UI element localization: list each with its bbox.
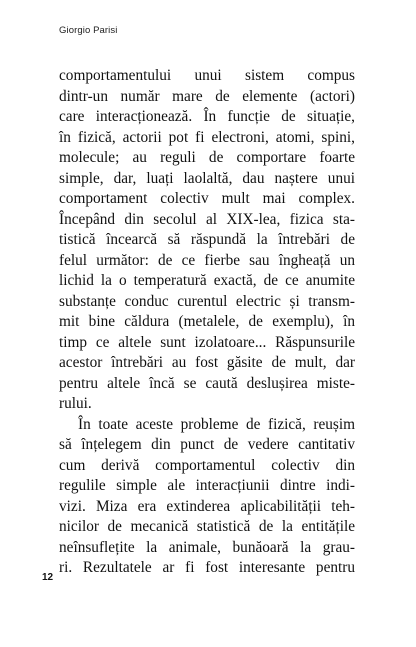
text-line: să înțelegem din punct de vedere cantitativ [59,436,355,453]
text-line: mit bine căldura (metalele, de exemplu), în [59,313,355,330]
text-line: felul următor: de ce fierbe sau îngheață un [59,251,355,269]
text-line: lichid la o temperatură exactă, de ce anumite [59,272,355,289]
paragraph-start-line: În toate aceste probleme de fizică, reușim [78,415,355,433]
text-line: comportamentului unui sistem compus [59,67,355,84]
text-line: în fizică, actorii pot fi electroni, atomi, spini, [59,128,355,146]
body-text [59,66,355,579]
running-head-author: Giorgio Parisi [59,25,118,36]
text-line: Începând din secolul al XIX-lea, fizica sta- [59,210,355,228]
text-line: comportament colectiv mult mai complex. [59,190,355,207]
text-line: acestor întrebări au fost găsite de mult, dar [59,354,355,371]
text-line: nicilor de mecanică statistică de la entitățile [59,518,355,535]
text-line: regulile simple ale interacțiunii dintre indi- [59,477,355,494]
text-line: simple, dar, luați laolaltă, dau naștere unui [59,169,355,187]
text-line: ri. Rezultatele ar fi fost interesante pentru [59,559,355,576]
text-line: molecule; au reguli de comportare foarte [59,149,355,166]
text-line: vizi. Miza era extinderea aplicabilității teh- [59,497,355,515]
text-line: timp ce altele sunt izolatoare... Răspunsurile [59,333,355,351]
text-line: rului. [59,395,92,412]
text-line: tistică încearcă să răspundă la întrebări de [59,231,355,248]
text-line: neînsuflețite la animale, bunăoară la grau- [59,538,355,556]
text-line: dintr-un număr mare de elemente (actori) [59,87,355,105]
page-number: 12 [42,572,54,583]
text-line: care interacționează. În funcție de situație, [59,108,355,125]
text-line: substanțe conduc curentul electric și transm- [59,292,355,310]
text-line: cum derivă comportamentul colectiv din [59,456,355,474]
text-line: pentru altele încă se caută deslușirea miste- [59,374,355,392]
